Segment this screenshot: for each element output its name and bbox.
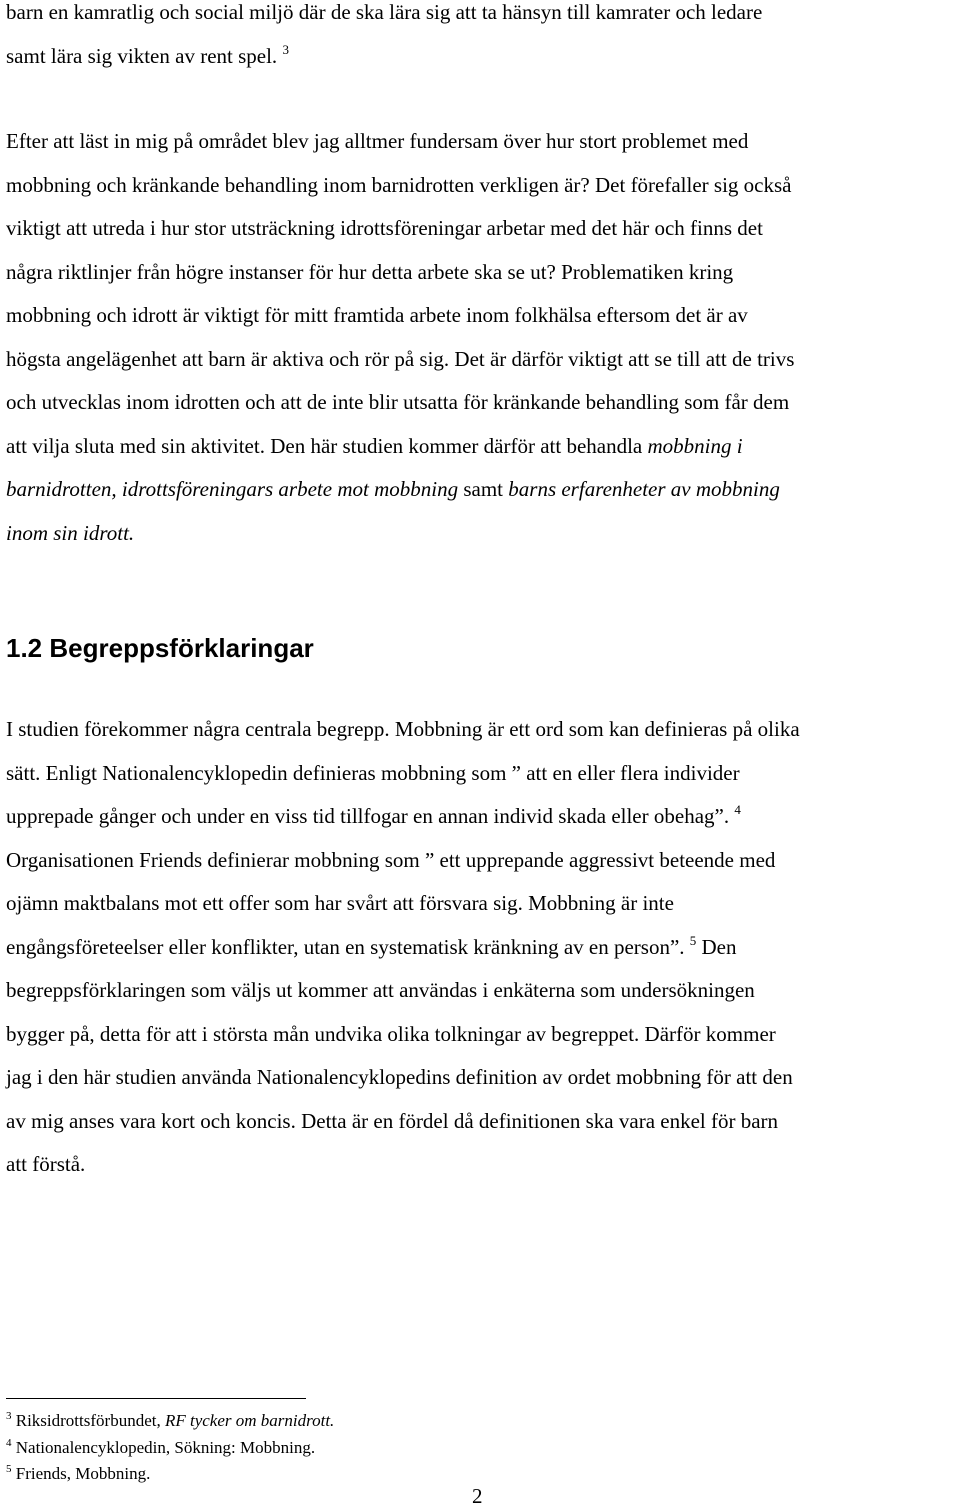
- footnote-reference: 3: [282, 41, 289, 57]
- text-line: Organisationen Friends definierar mobbning som ” ett upprepande aggressivt beteende med: [6, 847, 776, 872]
- paragraph-motivation: [6, 120, 958, 555]
- page-number: 2: [472, 1484, 483, 1508]
- italic-run: inom sin idrott.: [6, 520, 135, 545]
- text-line: och utvecklas inom idrotten och att de inte blir utsatta för kränkande behandling som får dem: [6, 390, 790, 414]
- text-line: barn en kamratlig och social miljö där de ska lära sig att ta hänsyn till kamrater och ledare: [6, 0, 763, 24]
- paragraph-intro-continued: [6, 0, 958, 78]
- footnote-reference: 5: [689, 932, 697, 948]
- text-line: [6, 468, 958, 512]
- footnote-text: Nationalencyklopedin, Sökning: Mobbning.: [11, 1437, 316, 1457]
- text-line: [6, 926, 958, 970]
- section-heading: 1.2 Begreppsförklaringar: [6, 633, 314, 663]
- text-line: [6, 795, 958, 839]
- footnote-item: [6, 1409, 334, 1436]
- italic-run: mobbning i: [647, 433, 743, 458]
- text-line: [6, 425, 958, 469]
- italic-run: barnidrotten, idrottsföreningars arbete mot mobbning: [6, 477, 459, 501]
- text-run: upprepade gånger och under en viss tid tillfogar en annan individ skada eller obehag”.: [6, 804, 730, 828]
- text-run: att vilja sluta med sin aktivitet. Den här studien kommer därför att behandla: [6, 433, 648, 458]
- text-line: att förstå.: [6, 1152, 86, 1176]
- italic-run: barns erfarenheter av mobbning: [508, 477, 780, 501]
- text-line: begreppsförklaringen som väljs ut kommer att användas i enkäterna som undersökningen: [6, 978, 755, 1002]
- text-line: jag i den här studien använda Nationalencyklopedins definition av ordet mobbning för att den: [6, 1065, 793, 1089]
- text-line: några riktlinjer från högre instanser för hur detta arbete ska se ut? Problematiken kring: [6, 259, 734, 284]
- footnote-item: [6, 1462, 334, 1489]
- text-line: ojämn maktbalans mot ett offer som har svårt att försvara sig. Mobbning är inte: [6, 891, 674, 915]
- footnote-number: 3: [6, 1410, 12, 1422]
- text-line: [6, 35, 958, 79]
- text-line: bygger på, detta för att i största mån undvika olika tolkningar av begreppet. Därför kommer: [6, 1021, 776, 1046]
- text-line: mobbning och idrott är viktigt för mitt framtida arbete inom folkhälsa eftersom det är av: [6, 303, 748, 327]
- footnote-reference: 4: [734, 802, 741, 817]
- footnote-text: Riksidrottsförbundet,: [11, 1411, 165, 1430]
- text-line: I studien förekommer några centrala begrepp. Mobbning är ett ord som kan definieras på olika: [6, 717, 800, 741]
- footnote-italic-text: RF tycker om barnidrott.: [164, 1411, 335, 1430]
- footnote-separator: [6, 1398, 306, 1399]
- paragraph-definitions: [6, 708, 958, 1187]
- text-run: samt: [458, 477, 509, 501]
- footnote-number: 5: [6, 1463, 12, 1475]
- text-line: Efter att läst in mig på området blev jag alltmer fundersam över hur stort problemet med: [6, 129, 749, 153]
- text-line: [6, 512, 958, 556]
- footnote-text: Friends, Mobbning.: [11, 1464, 151, 1483]
- text-line-content: samt lära sig vikten av rent spel.: [6, 43, 278, 68]
- text-line: av mig anses vara kort och koncis. Detta är en fördel då definitionen ska vara enkel för barn: [6, 1108, 779, 1133]
- text-line: högsta angelägenhet att barn är aktiva och rör på sig. Det är därför viktigt att se till att de trivs: [6, 346, 795, 371]
- text-line: mobbning och kränkande behandling inom barnidrotten verkligen är? Det förefaller sig också: [6, 172, 792, 197]
- text-run: Den: [696, 934, 737, 959]
- footnotes: [6, 1409, 334, 1489]
- text-line: viktigt att utreda i hur stor utsträckning idrottsföreningar arbetar med det här och finns det: [6, 216, 763, 240]
- footnote-number: 4: [6, 1436, 12, 1449]
- text-run: engångsföreteelser eller konflikter, utan en systematisk kränkning av en person”.: [6, 934, 685, 959]
- text-line: sätt. Enligt Nationalencyklopedin definieras mobbning som ” att en eller flera individer: [6, 760, 740, 785]
- footnote-item: [6, 1436, 334, 1463]
